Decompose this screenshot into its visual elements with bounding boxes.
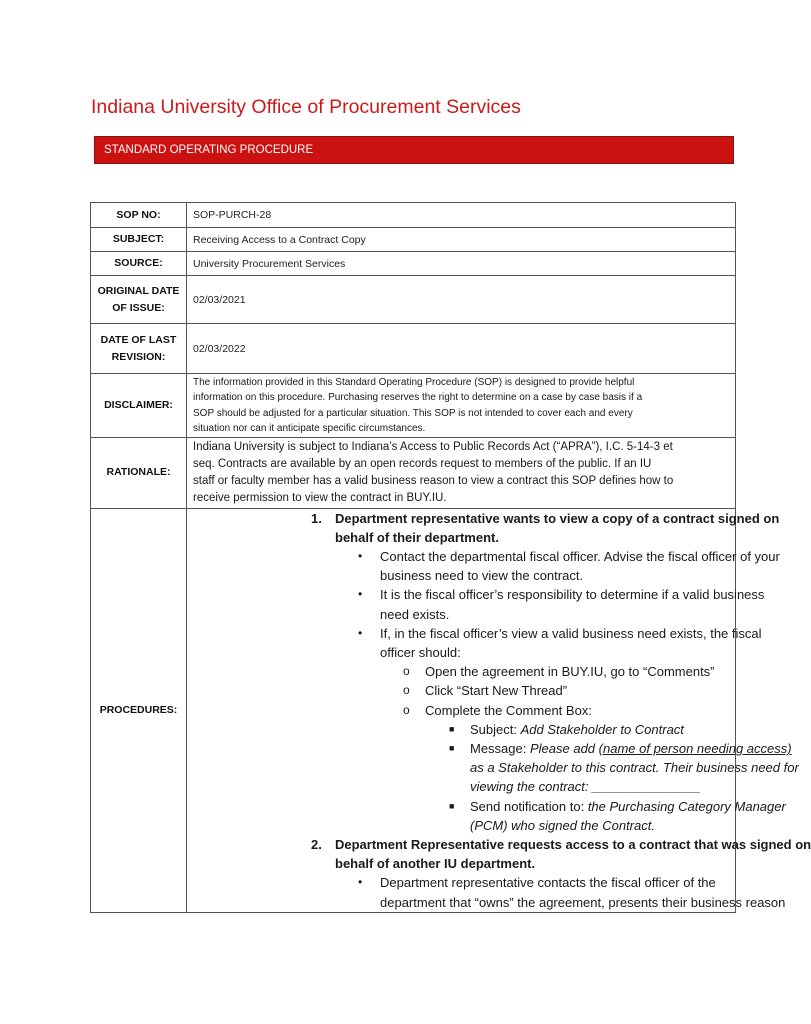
bullet-marker: • [358, 625, 363, 640]
last-revision-label [91, 324, 187, 374]
step1-bullet1-cont: business need to view the contract. [380, 568, 584, 584]
row-rationale [91, 437, 736, 508]
step1-bullet1 [187, 547, 780, 566]
row-last-revision [91, 324, 736, 374]
procedures-label: PROCEDURES: [91, 508, 187, 912]
bullet-marker: • [358, 587, 363, 602]
row-source [91, 252, 736, 276]
square-marker: ■ [449, 723, 455, 734]
rationale-line: Indiana University is subject to Indiana’s Access to Public Records Act (“APRA”), I.C. 5-14-3 et [193, 440, 673, 453]
original-date-label-line1: ORIGINAL DATE [97, 284, 180, 297]
sub-text: Open the agreement in BUY.IU, go to “Comments” [425, 664, 715, 680]
step1-bullet3-cont: officer should: [380, 645, 461, 661]
message-prefix: Message: [470, 741, 530, 757]
rationale-line: staff or faculty member has a valid business reason to view a contract this SOP defines how to [193, 474, 674, 487]
step1-bullet2 [187, 585, 765, 604]
square-marker: ■ [449, 743, 455, 754]
sub-text: Click “Start New Thread” [425, 683, 568, 699]
bullet-text: Contact the departmental fiscal officer. Advise the fiscal officer of your [380, 549, 780, 565]
step2-bullet1 [187, 873, 735, 892]
disclaimer-line: SOP should be adjusted for a particular situation. This SOP is not intended to cover each and every [193, 407, 633, 419]
bullet-marker: • [358, 549, 363, 564]
bullet-text: If, in the fiscal officer’s view a valid business need exists, the fiscal [380, 625, 762, 641]
step1-line1 [187, 509, 780, 528]
rationale-line: receive permission to view the contract in BUY.IU. [193, 491, 447, 504]
last-revision-value: 02/03/2022 [187, 324, 736, 374]
step1-line2: behalf of their department. [335, 529, 499, 545]
subject-value-text: Add Stakeholder to Contract [520, 721, 684, 737]
page-title: Indiana University Office of Procurement Services [91, 96, 521, 118]
step1-bullet2-cont: need exists. [380, 606, 450, 622]
row-disclaimer [91, 374, 736, 438]
last-revision-label-line1: DATE OF LAST [100, 333, 177, 346]
bullet-text: It is the fiscal officer’s responsibility to determine if a valid business [380, 587, 765, 603]
message-underlined: (name of person needing access) [598, 741, 792, 757]
sop-no-label: SOP NO: [91, 203, 187, 228]
disclaimer-line: The information provided in this Standard Operating Procedure (SOP) is designed to provide helpful [193, 377, 635, 388]
comment-notify [187, 797, 786, 816]
comment-message-cont2: viewing the contract: _______________ [470, 779, 701, 795]
row-subject [91, 228, 736, 252]
procedures-content [187, 508, 811, 912]
circle-marker: o [403, 664, 410, 679]
disclaimer-line: situation nor can it anticipate specific circumstances. [193, 423, 426, 435]
square-marker: ■ [449, 800, 455, 811]
step2-text: Department Representative requests access to a contract that was signed on [335, 837, 811, 853]
disclaimer-text [187, 374, 736, 438]
source-label: SOURCE: [91, 252, 187, 276]
rationale-label: RATIONALE: [91, 437, 187, 508]
original-date-label-line2: OF ISSUE: [112, 301, 165, 314]
sub-text: Complete the Comment Box: [425, 702, 592, 718]
disclaimer-line: information on this procedure. Purchasing reserves the right to determine on a case by case basis if a [193, 392, 643, 404]
sop-no-value: SOP-PURCH-28 [187, 203, 736, 228]
subject-label: SUBJECT: [91, 228, 187, 252]
subject-prefix: Subject: [470, 721, 521, 737]
rationale-text [187, 437, 736, 508]
row-sop-no [91, 203, 736, 228]
original-date-value: 02/03/2021 [187, 276, 736, 324]
last-revision-label-line2: REVISION: [111, 350, 166, 363]
notify-prefix: Send notification to: [470, 798, 588, 814]
row-procedures [91, 508, 736, 912]
step1-bullet3 [187, 624, 762, 643]
step1-number: 1. [311, 510, 322, 526]
step1-sub1 [187, 662, 735, 681]
bullet-marker: • [358, 875, 363, 890]
step1-text: Department representative wants to view a copy of a contract signed on [335, 510, 780, 526]
bullet-text: Department representative contacts the fiscal officer of the [380, 875, 716, 891]
comment-message-cont1: as a Stakeholder to this contract. Their business need for [470, 760, 799, 776]
step1-sub3 [187, 701, 735, 720]
sop-table [90, 202, 811, 913]
step2-line1 [187, 835, 811, 854]
row-original-date [91, 276, 736, 324]
comment-subject [187, 720, 735, 739]
message-text: Please add [529, 741, 599, 757]
disclaimer-label: DISCLAIMER: [91, 374, 187, 438]
step2-number: 2. [311, 837, 322, 853]
comment-message [187, 739, 792, 758]
rationale-line: seq. Contracts are available by an open records request to members of the public. If an IU [193, 457, 652, 470]
circle-marker: o [403, 683, 410, 698]
notify-value: the Purchasing Category Manager [587, 798, 786, 814]
subject-value: Receiving Access to a Contract Copy [187, 228, 736, 252]
circle-marker: o [403, 702, 410, 717]
comment-notify-cont: (PCM) who signed the Contract. [470, 817, 655, 833]
step1-sub2 [187, 681, 735, 700]
step2-line2: behalf of another IU department. [335, 856, 536, 872]
sop-banner: STANDARD OPERATING PROCEDURE [94, 136, 734, 164]
step2-bullet1-cont: department that “owns” the agreement, presents their business reason [380, 894, 786, 910]
source-value: University Procurement Services [187, 252, 736, 276]
original-date-label [91, 276, 187, 324]
